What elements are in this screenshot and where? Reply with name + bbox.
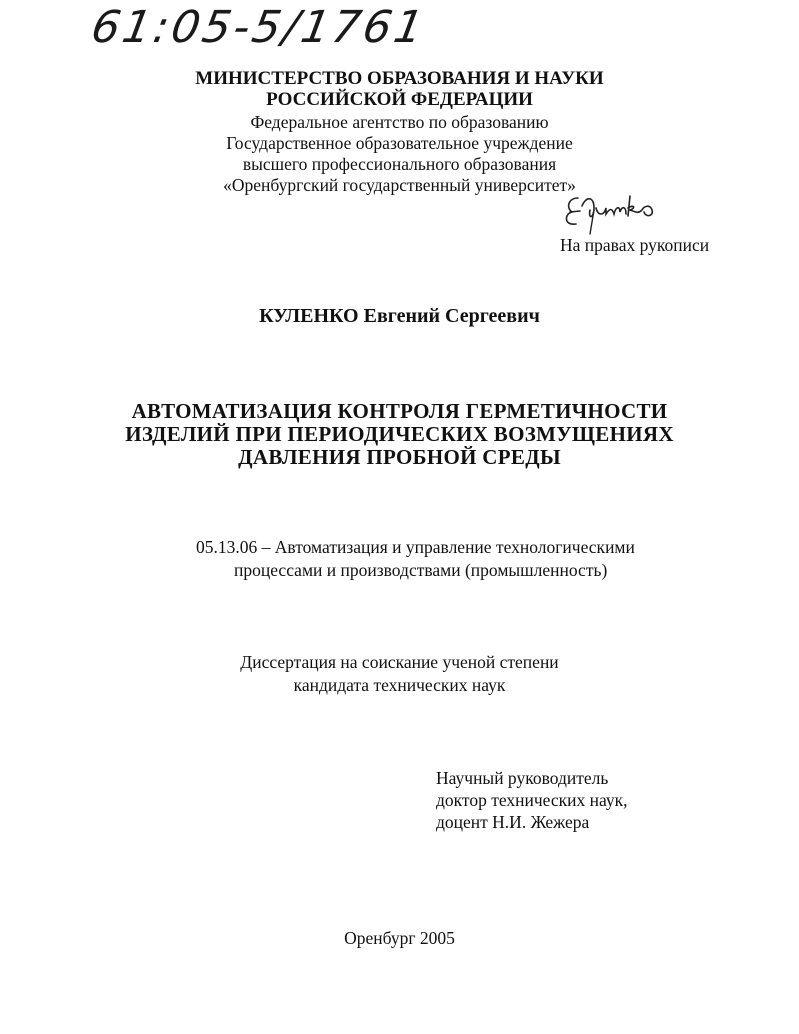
specialty-code [196,536,635,582]
ministry-line: МИНИСТЕРСТВО ОБРАЗОВАНИЯ И НАУКИ [195,68,604,89]
city-year: Оренбург 2005 [344,928,455,948]
title-line: ДАВЛЕНИЯ ПРОБНОЙ СРЕДЫ [238,445,561,469]
organization-block [0,112,799,196]
specialty-line: 05.13.06 – Автоматизация и управление технологическими [196,537,635,557]
author-name: КУЛЕНКО Евгений Сергеевич [259,305,540,327]
title-line: АВТОМАТИЗАЦИЯ КОНТРОЛЯ ГЕРМЕТИЧНОСТИ [131,399,668,423]
organization-line: «Оренбургский государственный университет» [223,175,576,195]
manuscript-rights: На правах рукописи [560,235,710,255]
handwritten-archive-code: 61:05-5/1761 [87,2,430,53]
supervisor-block [436,767,628,833]
degree-line: кандидата технических наук [293,675,506,695]
ministry-line: РОССИЙСКОЙ ФЕДЕРАЦИИ [266,89,533,110]
organization-line: Федеральное агентство по образованию [250,112,549,132]
supervisor-line: доцент Н.И. Жежера [436,812,590,832]
dissertation-title [0,400,799,469]
ministry-heading [0,68,799,110]
organization-line: высшего профессионального образования [242,154,557,174]
supervisor-line: доктор технических наук, [436,790,628,810]
specialty-line: процессами и производствами (промышленность) [234,560,608,580]
title-line: ИЗДЕЛИЙ ПРИ ПЕРИОДИЧЕСКИХ ВОЗМУЩЕНИЯХ [125,422,674,446]
organization-line: Государственное образовательное учреждение [226,133,573,153]
supervisor-line: Научный руководитель [436,768,609,788]
handwritten-signature [560,188,675,240]
degree-line: Диссертация на соискание ученой степени [240,652,559,672]
degree-statement [0,651,799,697]
